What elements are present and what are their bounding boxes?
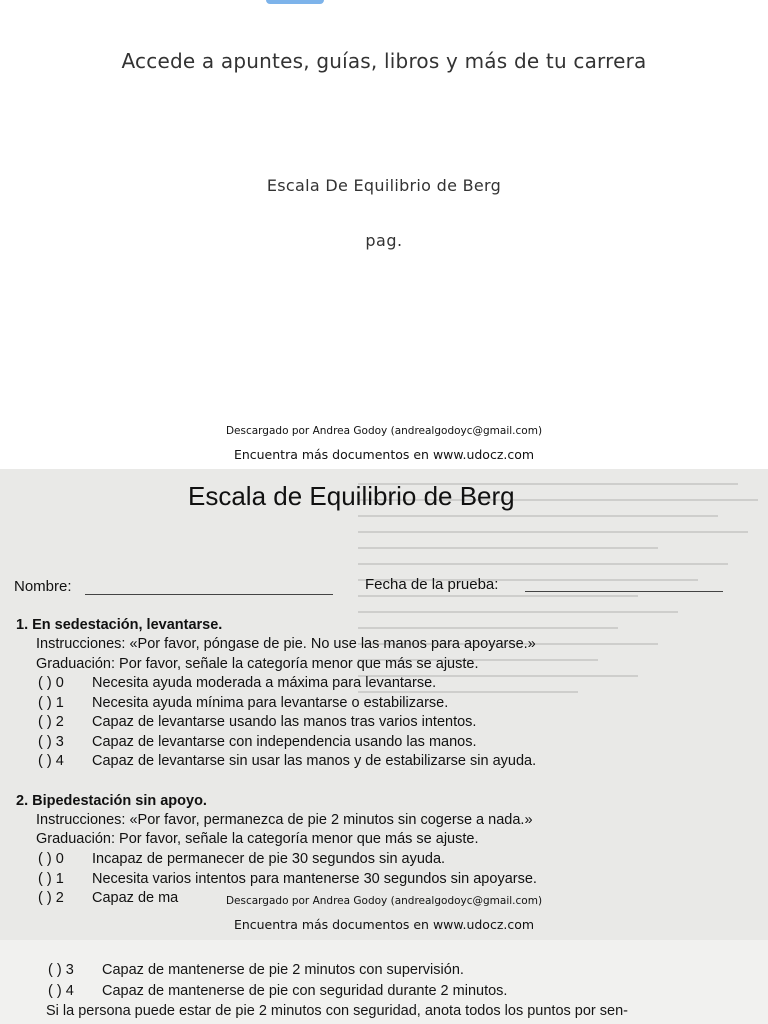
- option-text: Capaz de levantarse usando las manos tras varios intentos.: [92, 714, 477, 730]
- scanned-page-continued: [0, 940, 768, 1024]
- item1-option: [38, 675, 436, 691]
- scan-title: Escala de Equilibrio de Berg: [188, 481, 515, 511]
- option-code: ( ) 0: [38, 851, 64, 867]
- option-code: ( ) 4: [38, 753, 64, 769]
- item1-instructions: Instrucciones: «Por favor, póngase de pie. No use las manos para apoyarse.»: [36, 636, 536, 652]
- option-text: Necesita ayuda mínima para levantarse o estabilizarse.: [92, 695, 449, 711]
- item2-option: [48, 983, 507, 999]
- item2-option: [38, 851, 445, 867]
- scanned-page: [0, 469, 768, 940]
- option-code: ( ) 4: [48, 983, 74, 999]
- name-blank: [85, 594, 333, 595]
- page-label: pag.: [365, 231, 403, 250]
- option-text: Capaz de ma: [92, 890, 179, 906]
- item1-option: [38, 734, 477, 750]
- option-code: ( ) 1: [38, 695, 64, 711]
- option-text: Necesita ayuda moderada a máxima para levantarse.: [92, 675, 437, 691]
- item1-heading: 1. En sedestación, levantarse.: [16, 617, 223, 633]
- option-code: ( ) 3: [48, 962, 74, 978]
- cover-heading: Accede a apuntes, guías, libros y más de tu carrera: [121, 49, 647, 73]
- item2-note: Si la persona puede estar de pie 2 minutos con seguridad, anota todos los puntos por sen-: [46, 1003, 628, 1019]
- item2-option: [48, 962, 464, 978]
- top-tab-indicator: [266, 0, 324, 4]
- download-credit: Descargado por Andrea Godoy (andrealgodoyc@gmail.com): [225, 895, 543, 907]
- test-date-label: Fecha de la prueba:: [365, 576, 499, 593]
- download-credit: Descargado por Andrea Godoy (andrealgodoyc@gmail.com): [225, 425, 543, 437]
- item2-grading: Graduación: Por favor, señale la categoría menor que más se ajuste.: [36, 831, 479, 847]
- item1-option: [38, 695, 448, 711]
- option-text: Capaz de mantenerse de pie con seguridad durante 2 minutos.: [102, 983, 508, 999]
- test-date-blank: [525, 591, 723, 592]
- option-code: ( ) 2: [38, 714, 64, 730]
- item1-option: [38, 714, 476, 730]
- item2-instructions: Instrucciones: «Por favor, permanezca de pie 2 minutos sin cogerse a nada.»: [36, 812, 533, 828]
- item2-option: [38, 871, 537, 887]
- item2-heading: 2. Bipedestación sin apoyo.: [16, 793, 207, 809]
- option-text: Capaz de levantarse sin usar las manos y de estabilizarse sin ayuda.: [92, 753, 537, 769]
- option-code: ( ) 1: [38, 871, 64, 887]
- option-code: ( ) 0: [38, 675, 64, 691]
- option-text: Necesita varios intentos para mantenerse 30 segundos sin apoyarse.: [92, 871, 537, 887]
- option-text: Capaz de levantarse con independencia usando las manos.: [92, 734, 477, 750]
- option-code: ( ) 2: [38, 890, 64, 906]
- item1-grading: Graduación: Por favor, señale la categoría menor que más se ajuste.: [36, 656, 479, 672]
- item1-option: [38, 753, 536, 769]
- name-label: Nombre:: [14, 578, 72, 595]
- more-documents-link[interactable]: Encuentra más documentos en www.udocz.com: [233, 447, 535, 462]
- option-code: ( ) 3: [38, 734, 64, 750]
- option-text: Incapaz de permanecer de pie 30 segundos sin ayuda.: [92, 851, 446, 867]
- more-documents-link[interactable]: Encuentra más documentos en www.udocz.com: [233, 917, 535, 932]
- option-text: Capaz de mantenerse de pie 2 minutos con supervisión.: [102, 962, 464, 978]
- document-title: Escala De Equilibrio de Berg: [266, 176, 502, 195]
